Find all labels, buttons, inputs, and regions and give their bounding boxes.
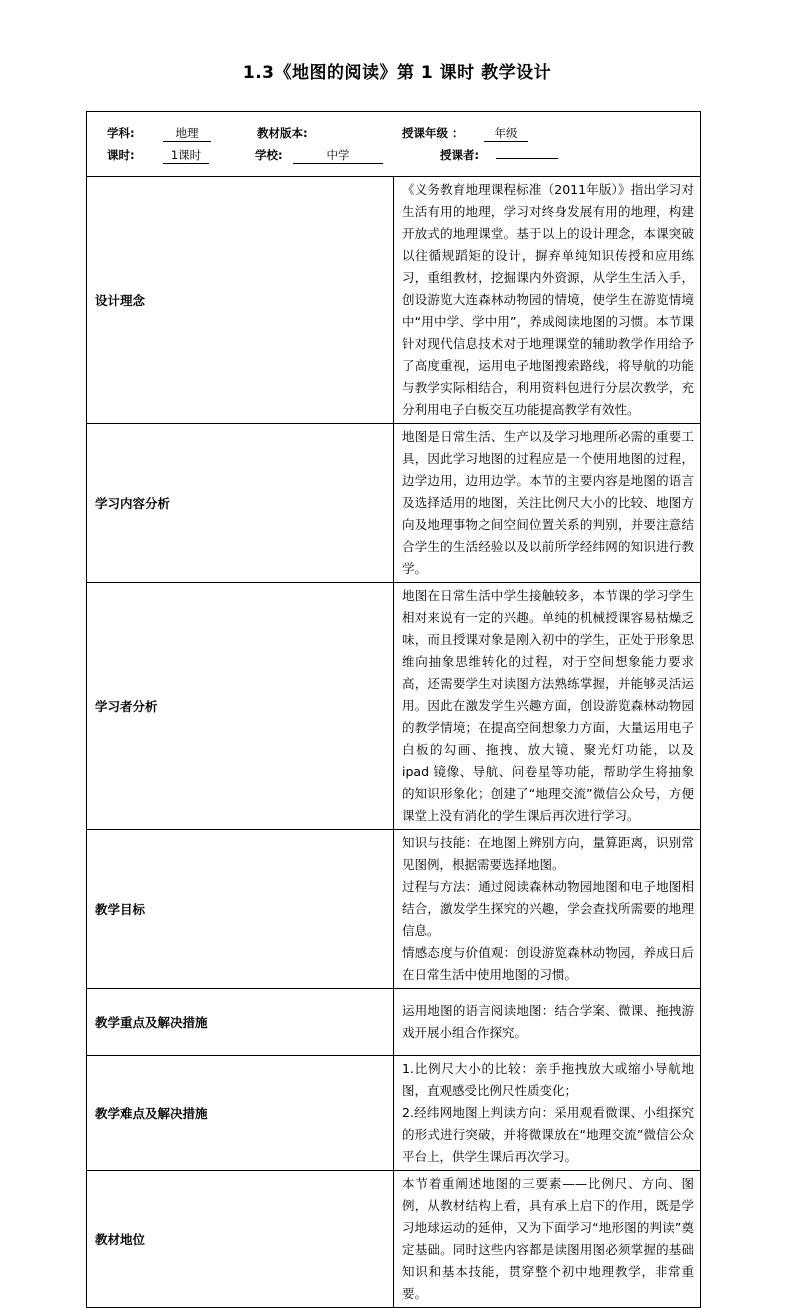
row-label: 教学难点及解决措施 xyxy=(87,1056,394,1171)
row-content xyxy=(394,1171,701,1308)
row-key-points xyxy=(87,989,701,1056)
row-content xyxy=(394,1056,701,1171)
paragraph: 知识与技能：在地图上辨别方向，量算距离，识别常见图例，根据需要选择地图。 xyxy=(402,835,694,872)
paragraph: 《义务教育地理课程标准（2011年版）》指出学习对生活有用的地理，学习对终身发展有用的地理，构建开放式的地理课堂。基于以上的设计理念，本课突破以往循规蹈矩的设计，摒弃单纯知识传授和应用练习，重组教材，挖掘课内外资源，从学生生活入手，创设游览大连森林动物园的情境，使学生在游览情境中“用中学、学中用”，养成阅读地图的习惯。本节课针对现代信息技术对于地理课堂的辅助教学作用给予了高度重视，运用电子地图搜索路线，将导航的功能与教学实际相结合，利用资料包进行分层次教学，充分利用电子白板交互功能提高教学有效性。 xyxy=(402,182,694,417)
lesson-plan-table xyxy=(86,111,701,1308)
info-line-1 xyxy=(107,122,700,144)
paragraph: 1.比例尺大小的比较：亲手拖拽放大或缩小导航地图，直观感受比例尺性质变化； xyxy=(402,1061,694,1098)
info-line-2 xyxy=(107,144,700,166)
edition-label: 教材版本: xyxy=(257,126,308,140)
paragraph: 地图是日常生活、生产以及学习地理所必需的重要工具，因此学习地图的过程应是一个使用地图的过程，边学边用，边用边学。本节的主要内容是地图的语言及选择适用的地图，关注比例尺大小的比较、地图方向及地理事物之间空间位置关系的判别，并要注意结合学生的生活经验以及以前所学经纬网的知识进行教学。 xyxy=(402,429,694,576)
row-label: 教学重点及解决措施 xyxy=(87,989,394,1056)
subject-value: 地理 xyxy=(163,125,211,142)
row-label: 学习者分析 xyxy=(87,583,394,830)
row-label: 教材地位 xyxy=(87,1171,394,1308)
row-content xyxy=(394,424,701,583)
row-learner-analysis xyxy=(87,583,701,830)
row-design-concept xyxy=(87,177,701,424)
grade-label: 授课年级 ： xyxy=(402,126,464,140)
subject-label: 学科: xyxy=(107,126,135,140)
grade-value: 年级 xyxy=(484,125,528,142)
row-textbook-position xyxy=(87,1171,701,1308)
paragraph: 情感态度与价值观：创设游览森林动物园，养成日后在日常生活中使用地图的习惯。 xyxy=(402,945,694,982)
info-row xyxy=(87,112,701,177)
teacher-label: 授课者: xyxy=(440,148,480,162)
row-content xyxy=(394,989,701,1056)
row-label: 设计理念 xyxy=(87,177,394,424)
school-value: 中学 xyxy=(293,147,383,164)
row-label: 学习内容分析 xyxy=(87,424,394,583)
paragraph: 本节着重阐述地图的三要素——比例尺、方向、图例，从教材结构上看，具有承上启下的作用，既是学习地球运动的延伸，又为下面学习“地形图的判读”奠定基础。同时这些内容都是读图用图必须掌握的基础知识和基本技能，贯穿整个初中地理教学，非常重要。 xyxy=(402,1176,694,1301)
period-value: 1课时 xyxy=(163,147,209,164)
row-difficult-points xyxy=(87,1056,701,1171)
teacher-value xyxy=(496,158,558,159)
paragraph: 2.经纬网地图上判读方向：采用观看微课、小组探究的形式进行突破，并将微课放在“地理交流”微信公众平台上，供学生课后再次学习。 xyxy=(402,1105,694,1164)
row-content xyxy=(394,177,701,424)
row-content xyxy=(394,830,701,989)
paragraph: 过程与方法：通过阅读森林动物园地图和电子地图相结合，激发学生探究的兴趣，学会查找所需要的地理信息。 xyxy=(402,879,694,938)
info-cell xyxy=(87,112,701,177)
row-content-analysis xyxy=(87,424,701,583)
row-content xyxy=(394,583,701,830)
row-label: 教学目标 xyxy=(87,830,394,989)
row-teaching-objectives xyxy=(87,830,701,989)
paragraph: 地图在日常生活中学生接触较多，本节课的学习学生相对来说有一定的兴趣。单纯的机械授课容易枯燥乏味，而且授课对象是刚入初中的学生，正处于形象思维向抽象思维转化的过程，对于空间想象能力要求高，还需要学生对读图方法熟练掌握，并能够灵活运用。因此在激发学生兴趣方面，创设游览森林动物园的教学情境；在提高空间想象力方面，大量运用电子白板的勾画、拖拽、放大镜、聚光灯功能，以及 ipad 镜像、导航、问卷星等功能，帮助学生将抽象的知识形象化；创建了“地理交流”微信公众号，方便课堂上没有消化的学生课后再次进行学习。 xyxy=(402,588,694,823)
period-label: 课时: xyxy=(107,148,135,162)
page-title: 1.3《地图的阅读》第 1 课时 教学设计 xyxy=(242,63,552,83)
school-label: 学校: xyxy=(255,148,283,162)
paragraph: 运用地图的语言阅读地图：结合学案、微课、拖拽游戏开展小组合作探究。 xyxy=(402,1003,694,1040)
